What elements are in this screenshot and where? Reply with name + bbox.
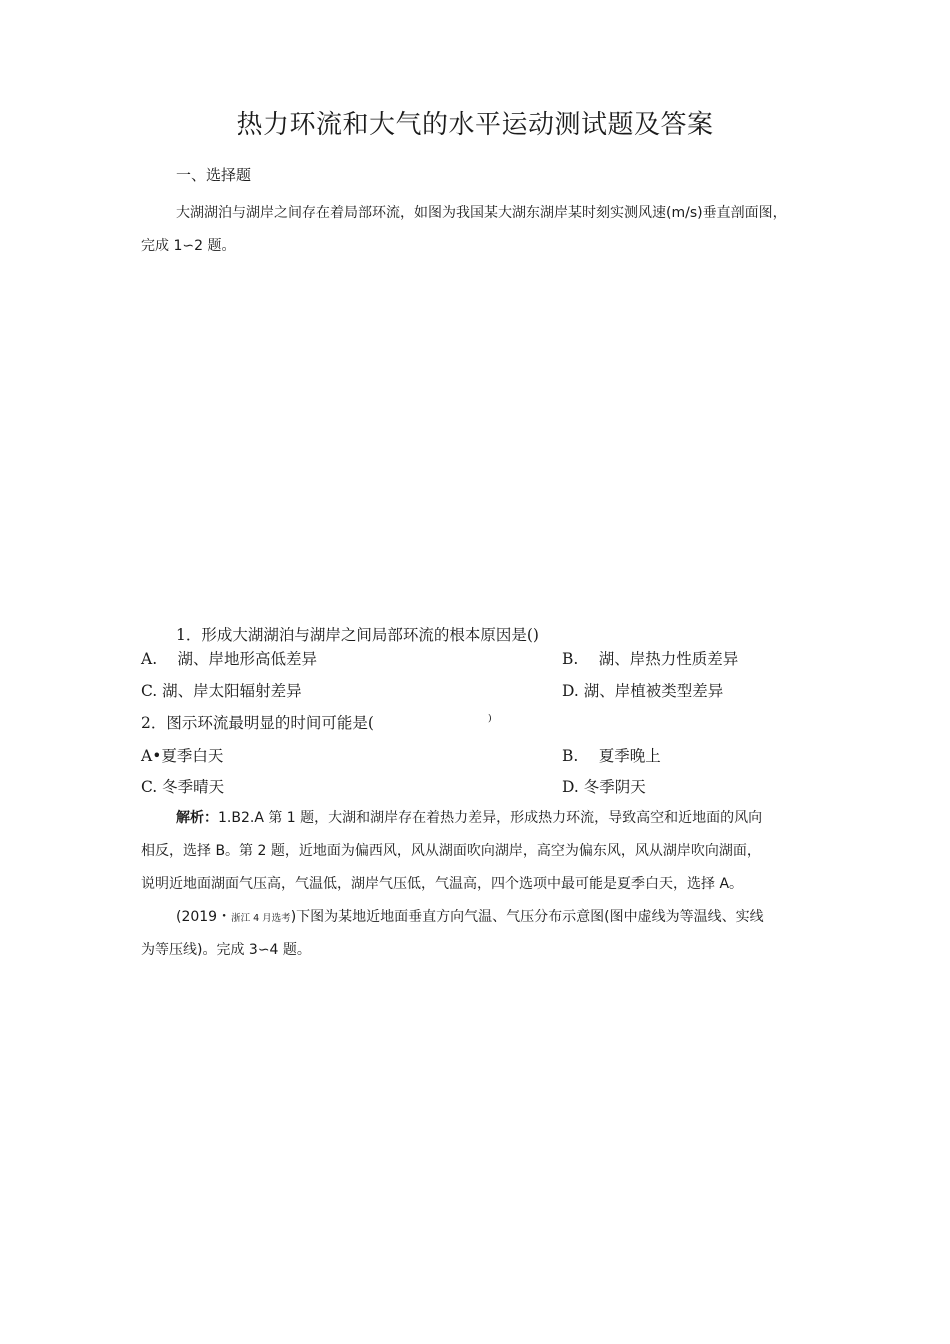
- next-intro-source: 浙江 4 月选考: [231, 913, 291, 924]
- analysis-line-2: 相反，选择 B。第 2 题，近地面为偏西风，风从湖面吹向湖岸，高空为偏东风，风从湖岸吹向湖面，: [141, 843, 761, 859]
- question-1-option-c: C. 湖、岸太阳辐射差异: [141, 682, 302, 700]
- analysis-line-3: 说明近地面湖面气压高，气温低，湖岸气压低，气温高，四个选项中最可能是夏季白天，选择 A。: [141, 876, 744, 892]
- analysis-text-1: 1.B2.A 第 1 题，大湖和湖岸存在着热力差异，形成热力环流，导致高空和近地面的风向: [218, 810, 763, 826]
- question-1-option-a: A. 湖、岸地形高低差异: [141, 650, 318, 668]
- next-intro-line-2: 为等压线)。完成 3∽4 题。: [141, 942, 311, 958]
- intro-line-1: 大湖湖泊与湖岸之间存在着局部环流，如图为我国某大湖东湖岸某时刻实测风速(m/s)垂直剖面图，: [176, 205, 787, 221]
- analysis-line-1: [176, 807, 762, 827]
- analysis-label: 解析：: [176, 810, 218, 826]
- next-intro-line-1: [176, 906, 764, 926]
- page-title: 热力环流和大气的水平运动测试题及答案: [236, 110, 714, 140]
- next-intro-rest: )下图为某地近地面垂直方向气温、气压分布示意图(图中虚线为等温线、实线: [290, 909, 764, 925]
- question-1-option-d: D. 湖、岸植被类型差异: [562, 682, 724, 700]
- question-2-option-b: B. 夏季晚上: [562, 747, 661, 765]
- question-2-stem: 2．图示环流最明显的时间可能是(: [141, 714, 374, 732]
- intro-line-2: 完成 1∽2 题。: [141, 238, 236, 254]
- question-2-stem-close: ): [488, 713, 492, 724]
- next-intro-prefix: (2019・: [176, 909, 232, 925]
- section-heading: 一、选择题: [176, 166, 252, 184]
- question-2-option-c: C. 冬季晴天: [141, 778, 225, 796]
- question-2-option-a: A•夏季白天: [141, 747, 224, 765]
- question-2-option-d: D. 冬季阴天: [562, 778, 646, 796]
- figure-placeholder: [140, 262, 810, 612]
- question-1-option-b: B. 湖、岸热力性质差异: [562, 650, 739, 668]
- question-1-stem: 1．形成大湖湖泊与湖岸之间局部环流的根本原因是(): [176, 626, 539, 644]
